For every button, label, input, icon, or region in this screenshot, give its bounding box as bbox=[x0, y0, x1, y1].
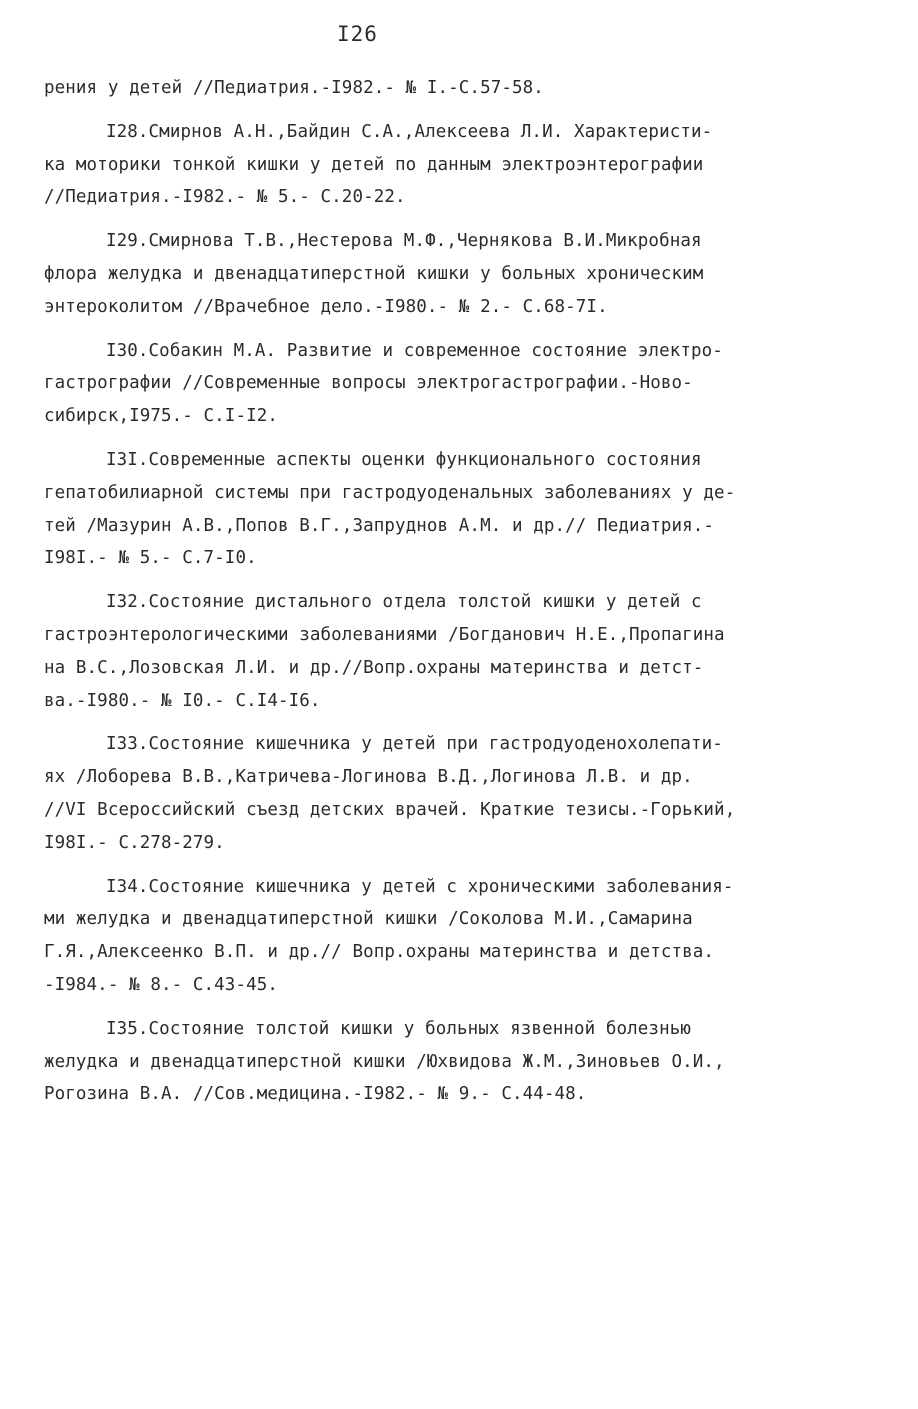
reference-line: I28.Смирнов А.Н.,Байдин С.А.,Алексеева Л.И. Характеристи- bbox=[106, 121, 713, 142]
reference-line: //Педиатрия.-I982.- № 5.- С.20-22. bbox=[44, 187, 406, 208]
reference-line: гастрографии //Современные вопросы электрогастрографии.-Ново- bbox=[44, 373, 693, 394]
reference-line: I32.Состояние дистального отдела толстой кишки у детей с bbox=[106, 592, 702, 613]
reference-line: I98I.- № 5.- С.7-I0. bbox=[44, 548, 257, 569]
reference-line: I98I.- С.278-279. bbox=[44, 832, 225, 853]
reference-line: ми желудка и двенадцатиперстной кишки /Соколова М.И.,Самарина bbox=[44, 909, 693, 930]
reference-line: I29.Смирнова Т.В.,Нестерова М.Ф.,Чернякова В.И.Микробная bbox=[106, 231, 702, 252]
reference-line: //VI Всероссийский съезд детских врачей. Краткие тезисы.-Горький, bbox=[44, 799, 736, 820]
reference-entry-127-continuation bbox=[44, 72, 884, 105]
reference-line: флора желудка и двенадцатиперстной кишки у больных хроническим bbox=[44, 263, 704, 284]
reference-line: гепатобилиарной системы при гастродуоденальных заболеваниях у де- bbox=[44, 482, 736, 503]
reference-line: I35.Состояние толстой кишки у больных язвенной болезнью bbox=[106, 1018, 691, 1039]
reference-entry-129 bbox=[44, 225, 884, 323]
reference-entry-134 bbox=[44, 871, 884, 1002]
page-number: I26 bbox=[337, 22, 378, 46]
reference-entry-132 bbox=[44, 586, 884, 717]
reference-line: ва.-I980.- № I0.- С.I4-I6. bbox=[44, 690, 321, 711]
reference-line: желудка и двенадцатиперстной кишки /Юхвидова Ж.М.,Зиновьев О.И., bbox=[44, 1051, 725, 1072]
reference-line: на В.С.,Лозовская Л.И. и др.//Вопр.охраны материнства и детст- bbox=[44, 657, 704, 678]
reference-line: Г.Я.,Алексеенко В.П. и др.// Вопр.охраны материнства и детства. bbox=[44, 942, 715, 963]
reference-list bbox=[44, 72, 884, 1122]
reference-line: I33.Состояние кишечника у детей при гастродуоденохолепати- bbox=[106, 734, 723, 755]
reference-line: Рогозина В.А. //Сов.медицина.-I982.- № 9.- С.44-48. bbox=[44, 1084, 587, 1105]
reference-entry-131 bbox=[44, 444, 884, 575]
reference-entry-135 bbox=[44, 1013, 884, 1111]
reference-line: энтероколитом //Врачебное дело.-I980.- № 2.- С.68-7I. bbox=[44, 296, 608, 317]
reference-line: сибирск,I975.- С.I-I2. bbox=[44, 406, 278, 427]
reference-line: ях /Лоборева В.В.,Катричева-Логинова В.Д.,Логинова Л.В. и др. bbox=[44, 767, 693, 788]
reference-line: тей /Мазурин А.В.,Попов В.Г.,Запруднов А.М. и др.// Педиатрия.- bbox=[44, 515, 715, 536]
reference-line: гастроэнтерологическими заболеваниями /Богданович Н.Е.,Пропагина bbox=[44, 624, 725, 645]
reference-entry-130 bbox=[44, 335, 884, 433]
reference-entry-128 bbox=[44, 116, 884, 214]
reference-line: -I984.- № 8.- С.43-45. bbox=[44, 974, 278, 995]
reference-line: I3I.Современные аспекты оценки функционального состояния bbox=[106, 449, 702, 470]
reference-line: I30.Собакин М.А. Развитие и современное состояние электро- bbox=[106, 340, 723, 361]
reference-entry-133 bbox=[44, 728, 884, 859]
reference-line: ка моторики тонкой кишки у детей по данным электроэнтерографии bbox=[44, 154, 704, 175]
reference-line: I34.Состояние кишечника у детей с хроническими заболевания- bbox=[106, 876, 734, 897]
reference-line: рения у детей //Педиатрия.-I982.- № I.-С.57-58. bbox=[44, 78, 544, 98]
